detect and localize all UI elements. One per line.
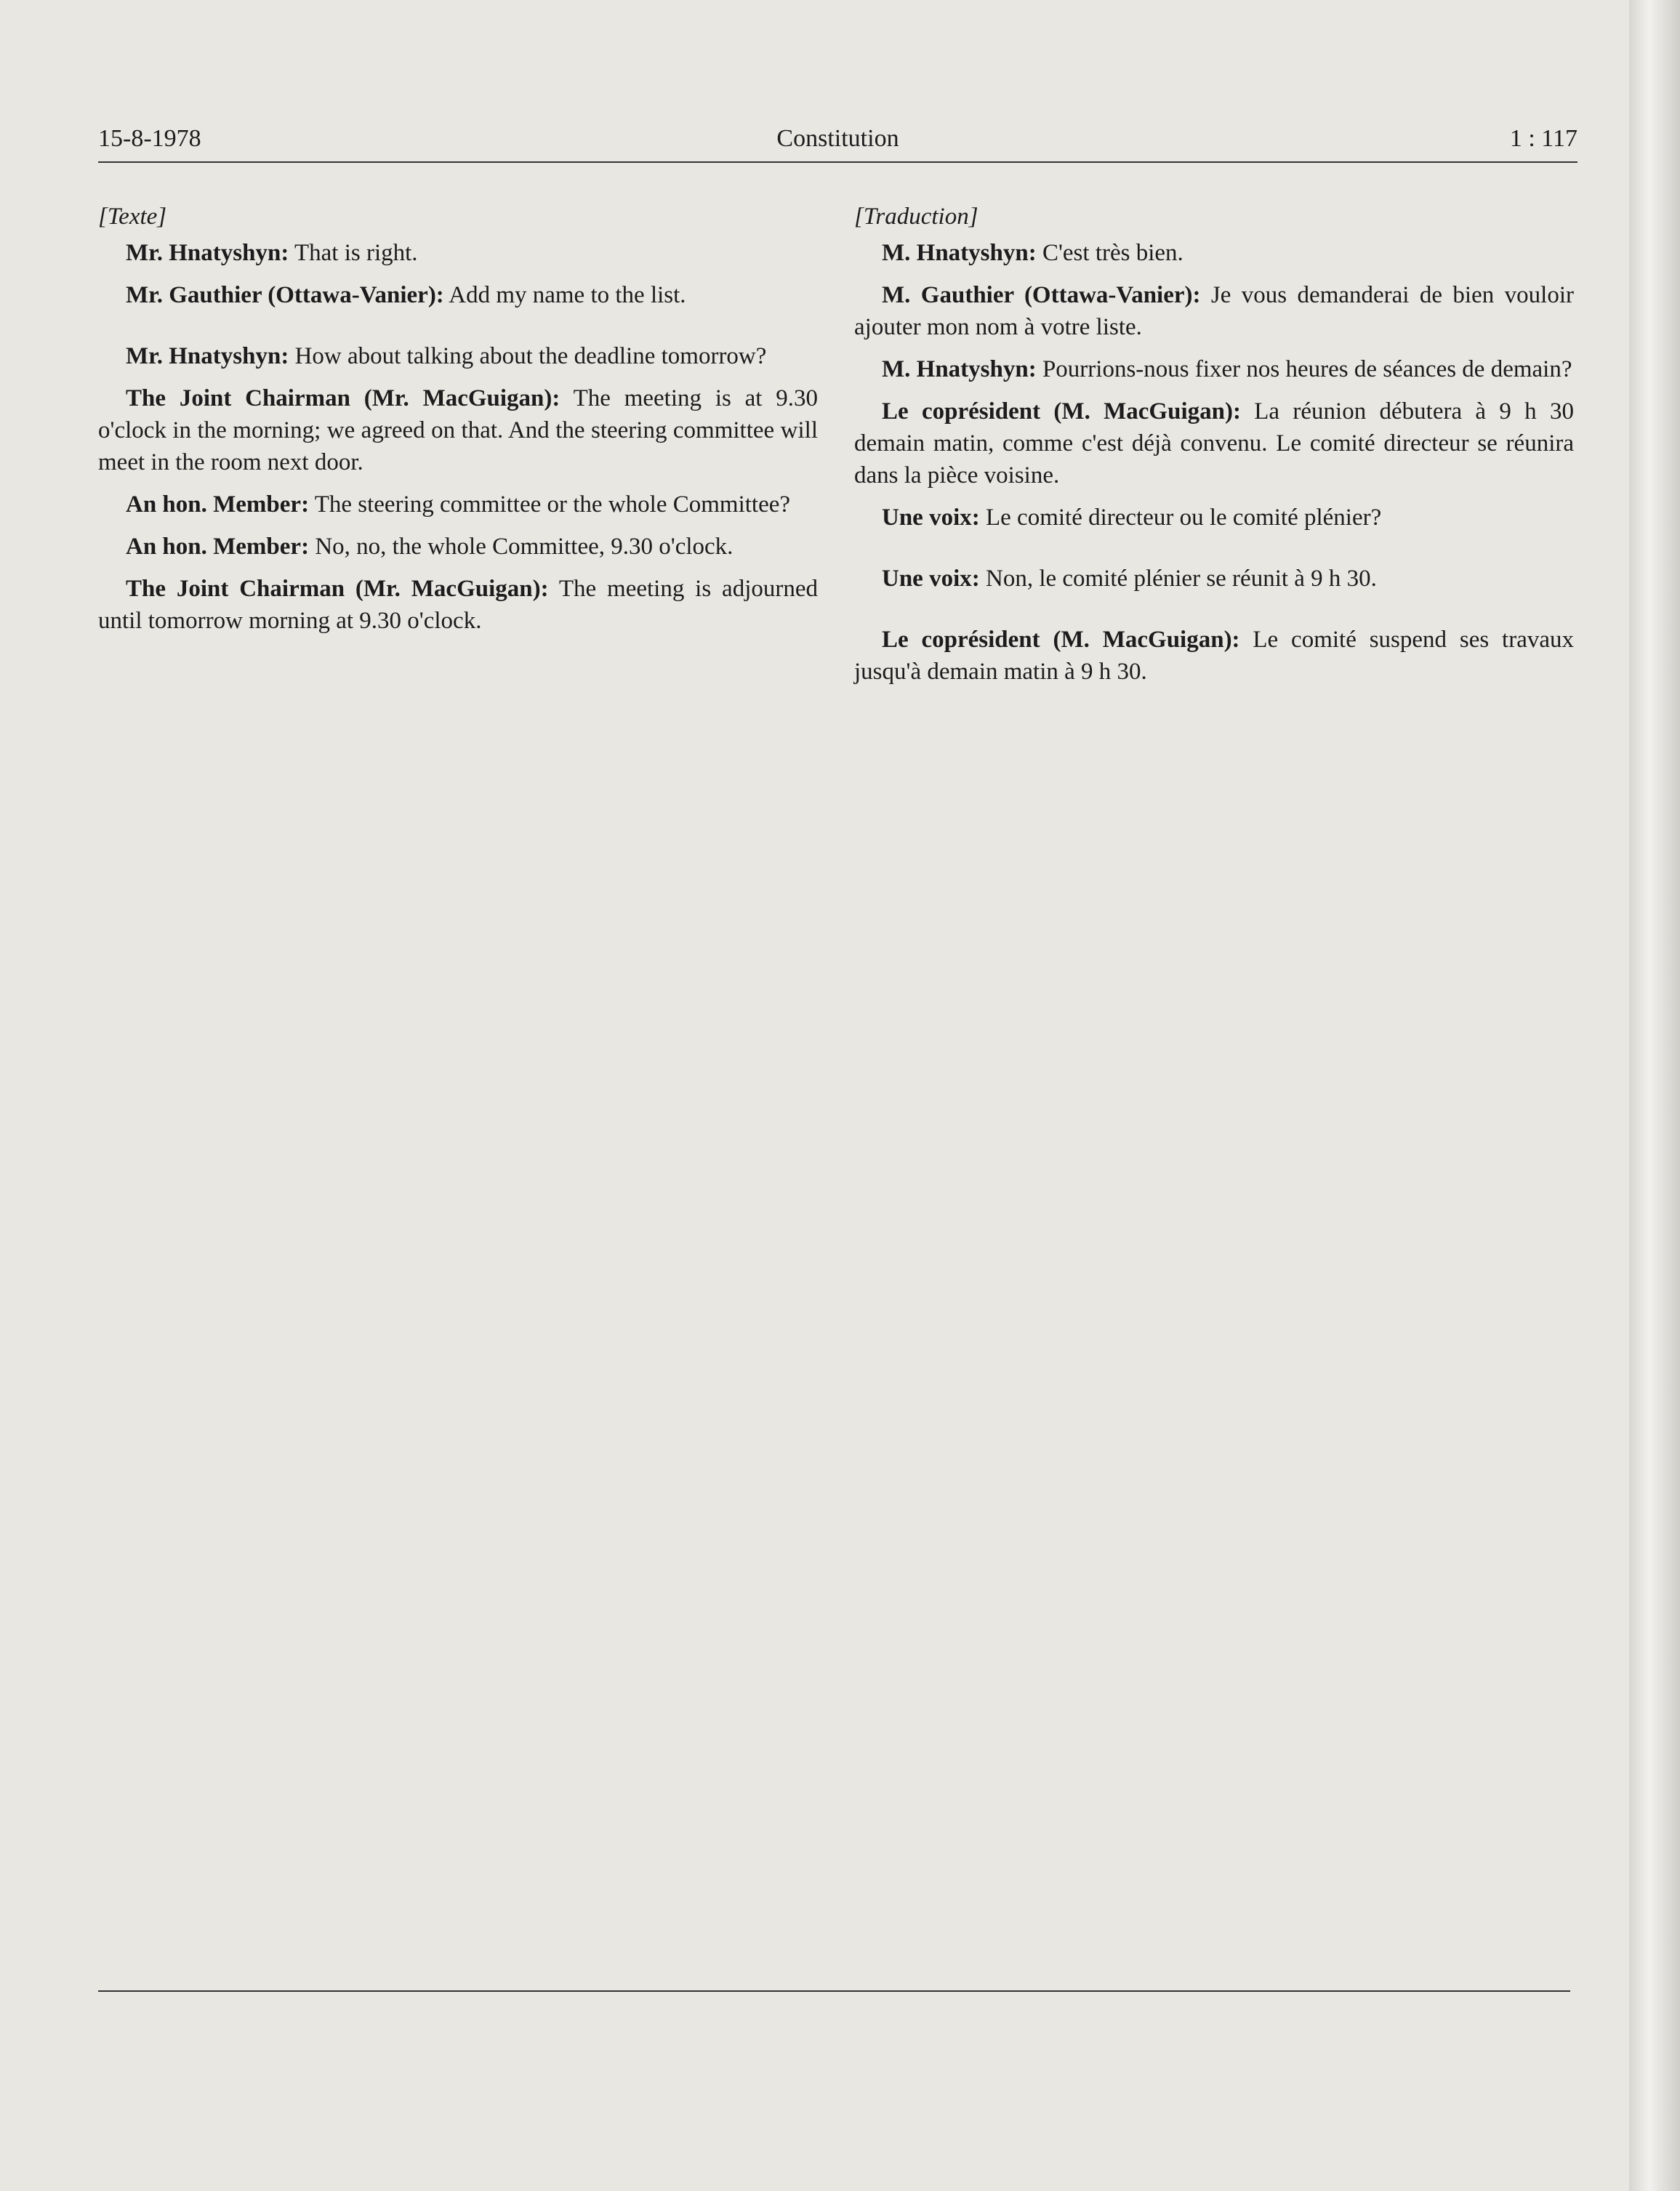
header-rule [98, 161, 1577, 163]
speech-text: Pourrions-nous fixer nos heures de séances de demain? [1036, 356, 1572, 382]
paragraph [854, 279, 1574, 343]
speech-text: How about talking about the deadline tomorrow? [289, 343, 767, 369]
column-label: [Texte] [98, 204, 167, 230]
page-header [98, 125, 1577, 163]
paragraph [98, 340, 818, 372]
column-label-text: Traduction [863, 204, 969, 230]
speech-text: C'est très bien. [1036, 240, 1183, 266]
speaker: M. Hnatyshyn: [882, 356, 1037, 382]
speech-text: Non, le comité plénier se réunit à 9 h 30. [979, 566, 1377, 592]
header-date: 15-8-1978 [98, 125, 201, 152]
speech-text: Le comité directeur ou le comité plénier? [979, 504, 1382, 531]
speech-text: The meeting is adjourned until tomorrow morning at 9.30 o'clock. [98, 576, 818, 634]
speaker: Mr. Gauthier (Ottawa-Vanier): [126, 282, 444, 308]
speaker: Le coprésident (M. MacGuigan): [882, 627, 1240, 653]
paragraph [854, 563, 1574, 595]
speaker: Mr. Hnatyshyn: [126, 240, 289, 266]
paragraph [854, 502, 1574, 534]
paragraph [98, 382, 818, 478]
paragraph [98, 489, 818, 520]
speaker: An hon. Member: [126, 534, 310, 560]
speaker: M. Gauthier (Ottawa-Vanier): [882, 282, 1201, 308]
speech-text: The steering committee or the whole Committee? [309, 491, 791, 518]
spacer [854, 544, 1574, 563]
speaker: Mr. Hnatyshyn: [126, 343, 289, 369]
paragraph [854, 624, 1574, 688]
speaker: The Joint Chairman (Mr. MacGuigan): [126, 576, 549, 602]
speaker: Une voix: [882, 504, 980, 531]
column-label: [Traduction] [854, 204, 978, 230]
speech-text: No, no, the whole Committee, 9.30 o'clock. [309, 534, 734, 560]
paragraph [98, 279, 818, 311]
spacer [854, 605, 1574, 624]
french-column [854, 201, 1574, 698]
paragraph [98, 237, 818, 269]
speech-text: That is right. [289, 240, 418, 266]
paragraph [98, 573, 818, 637]
speaker: The Joint Chairman (Mr. MacGuigan): [126, 385, 560, 411]
speaker: Le coprésident (M. MacGuigan): [882, 398, 1241, 425]
paragraph [854, 395, 1574, 491]
footer-rule [98, 1990, 1570, 1992]
speech-text: La réunion débutera à 9 h 30 demain matin, comme c'est déjà convenu. Le comité directeur se réunira dans la pièce voisine. [854, 398, 1574, 489]
column-label-text: Texte [107, 204, 158, 230]
page-edge [1629, 0, 1680, 2191]
speech-text: Add my name to the list. [443, 282, 686, 308]
english-column [98, 201, 818, 647]
speaker: An hon. Member: [126, 491, 310, 518]
speech-text: Je vous demanderai de bien vouloir ajouter mon nom à votre liste. [854, 282, 1574, 340]
speech-text: The meeting is at 9.30 o'clock in the morning; we agreed on that. And the steering committee will meet in the room next door. [98, 385, 819, 475]
speaker: M. Hnatyshyn: [882, 240, 1037, 266]
header-title: Constitution [776, 125, 899, 152]
spacer [98, 321, 818, 340]
paragraph [98, 531, 818, 563]
speech-text: Le comité suspend ses travaux jusqu'à demain matin à 9 h 30. [854, 627, 1574, 685]
paragraph [854, 353, 1574, 385]
header-page-number: 1 : 117 [1509, 125, 1577, 152]
paragraph [854, 237, 1574, 269]
speaker: Une voix: [882, 566, 980, 592]
